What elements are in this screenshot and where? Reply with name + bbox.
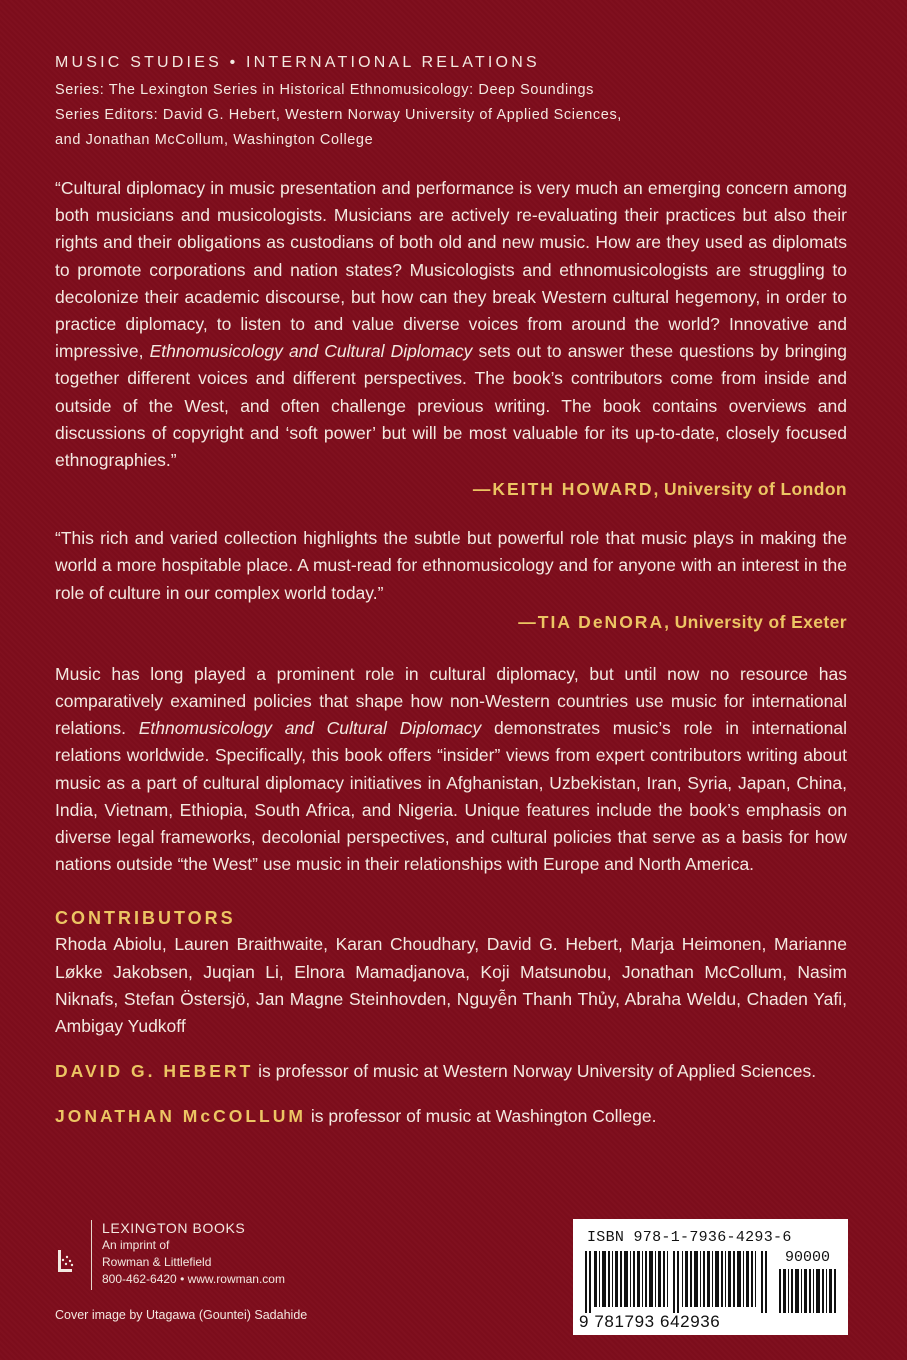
publisher-parent: Rowman & Littlefield	[102, 1255, 212, 1269]
barcode-bars-icon	[585, 1251, 773, 1313]
price-barcode-bars-icon	[779, 1269, 839, 1313]
publisher-logo-icon	[55, 1220, 92, 1290]
editor-name: DAVID G. HEBERT	[55, 1061, 254, 1082]
isbn-barcode	[573, 1219, 848, 1335]
attribution-dash: —	[472, 479, 493, 500]
description-text: Music has long played a prominent role in cultural diplomacy, but until now no resource has comparatively examined policies that shape how non-Western countries use music for international relations.	[55, 663, 847, 739]
quote-text-continued: sets out to answer these questions by bringing together different voices and different perspectives. The book’s contributors come from inside and outside of the West, and often challenge previous writing. The book contains overviews and discussions of copyright and ‘soft power’ but will be most valuable for its up-to-date, closely focused ethnographies.”	[55, 341, 847, 471]
price-code: 90000	[785, 1249, 831, 1266]
series-editors-line2: and Jonathan McCollum, Washington College	[55, 132, 374, 148]
attribution-dash: —	[518, 611, 538, 632]
book-description	[55, 661, 847, 879]
editor-bio-mccollum	[55, 1103, 847, 1130]
publisher-name: LEXINGTON BOOKS	[102, 1220, 246, 1236]
publisher-block	[55, 1220, 285, 1290]
book-title-italic: Ethnomusicology and Cultural Diplomacy	[138, 718, 482, 739]
cover-image-credit: Cover image by Utagawa (Gountei) Sadahide	[55, 1308, 308, 1322]
subject-category: MUSIC STUDIES • INTERNATIONAL RELATIONS	[55, 54, 540, 71]
quote-text: “Cultural diplomacy in music presentation and performance is very much an emerging concern among both musicians and musicologists. Musicians are actively re-evaluating their practices but also their rights and their obligations as custodians of both old and new music. How are they used as diplomats to promote corporations and nation states? Musicologists and ethnomusicologists are struggling to decolonize their academic discourse, but how can they break Western cultural hegemony, in order to practice diplomacy, to listen to and value diverse voices from around the world? Innovative and impressive,	[55, 178, 847, 362]
contributors-heading: CONTRIBUTORS	[55, 908, 236, 929]
endorsement-quote-denora: “This rich and varied collection highlights the subtle but powerful role that music plays in making the world a more hospitable place. A must-read for ethnomusicology and for anyone with an interest in the role of culture in our complex world today.”	[55, 528, 847, 603]
endorsement-quote-howard	[55, 175, 847, 474]
description-text-continued: demonstrates music’s role in international relations worldwide. Specifically, this book offers “insider” views from expert contributors writing about music as a part of cultural diplomacy initiatives in Afghanistan, Uzbekistan, Iran, Syria, Japan, China, India, Vietnam, Ethiopia, South Africa, and Nigeria. Unique features include the book’s emphasis on diverse legal frameworks, decolonial perspectives, and cultural policies that serve as a basis for how nations outside “the West” use music in their relationships with Europe and North America.	[55, 718, 847, 875]
publisher-imprint-line: An imprint of	[102, 1238, 170, 1252]
editor-bio-text: is professor of music at Western Norway University of Applied Sciences.	[253, 1061, 817, 1082]
series-title: Series: The Lexington Series in Historical Ethnomusicology: Deep Soundings	[55, 82, 595, 98]
publisher-contact: 800-462-6420 • www.rowman.com	[102, 1272, 285, 1286]
editor-name: JONATHAN McCOLLUM	[55, 1106, 306, 1127]
contributors-list: Rhoda Abiolu, Lauren Braithwaite, Karan Choudhary, David G. Hebert, Marja Heimonen, Marianne Løkke Jakobsen, Juqian Li, Elnora Mamadjanova, Koji Matsunobu, Jonathan McCollum, Nasim Niknafs, Stefan Östersjö, Jan Magne Steinhovden, Nguyễn Thanh Thủy, Abraha Weldu, Chaden Yafi, Ambigay Yudkoff	[55, 934, 847, 1037]
isbn-digits: 9 781793 642936	[579, 1312, 721, 1331]
editor-bio-hebert	[55, 1058, 847, 1085]
endorsement-attribution-howard	[55, 476, 847, 503]
endorsement-attribution-denora	[55, 609, 847, 636]
endorser-name: KEITH HOWARD	[492, 479, 654, 500]
endorser-name: TIA DeNORA	[537, 611, 665, 632]
isbn-label: ISBN 978-1-7936-4293-6	[587, 1229, 792, 1246]
series-editors-line1: Series Editors: David G. Hebert, Western Norway University of Applied Sciences,	[55, 107, 622, 123]
editor-bio-text: is professor of music at Washington College.	[305, 1106, 657, 1127]
endorser-affiliation: , University of London	[653, 479, 847, 500]
book-title-italic: Ethnomusicology and Cultural Diplomacy	[149, 341, 473, 362]
back-cover	[55, 54, 847, 1131]
endorser-affiliation: , University of Exeter	[664, 611, 847, 632]
publisher-info	[102, 1220, 285, 1290]
